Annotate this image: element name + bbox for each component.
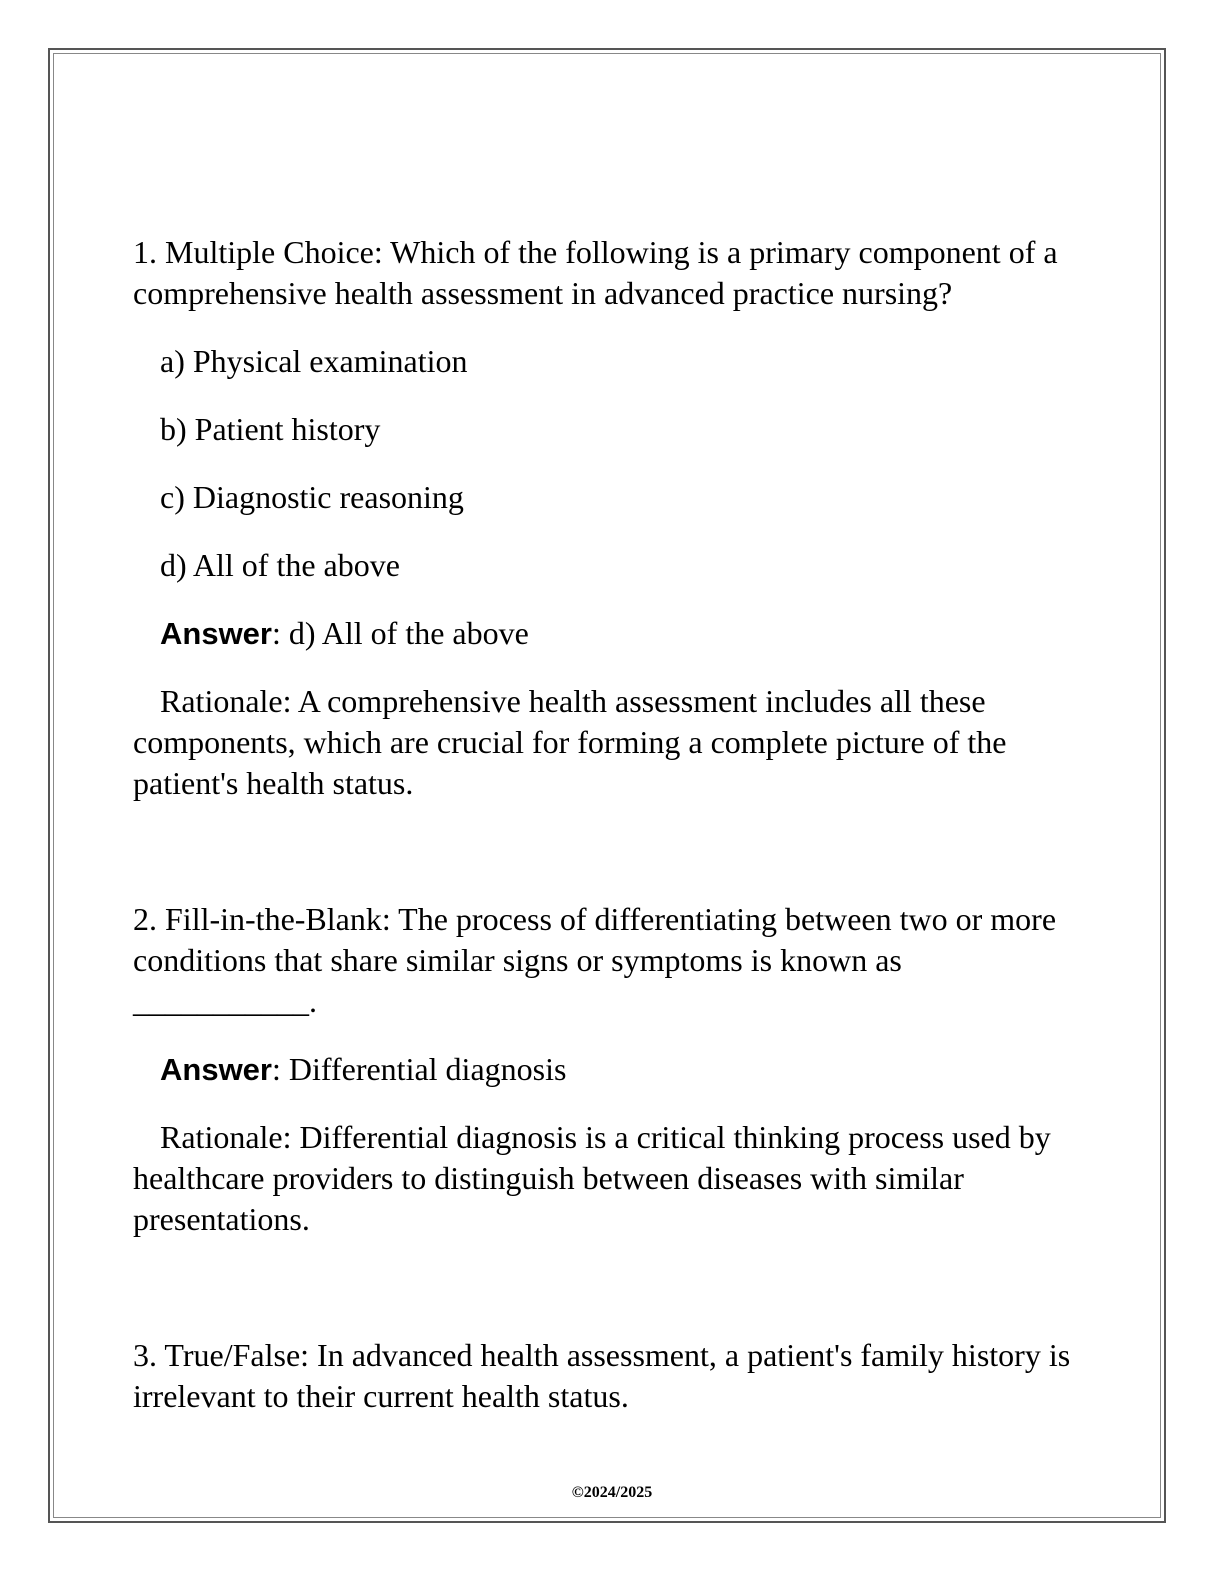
answer-label: Answer [160, 1052, 272, 1087]
option-c: c) Diagnostic reasoning [160, 479, 464, 515]
answer-text: : Differential diagnosis [271, 1051, 567, 1087]
rationale: Rationale: A comprehensive health assessment includes all these components, which are crucial for forming a complete picture of the patient's health status. [133, 683, 1007, 801]
answer [160, 1049, 1093, 1090]
question-prompt: 1. Multiple Choice: Which of the following is a primary component of a comprehensive health assessment in advanced practice nursing? [133, 234, 1058, 311]
answer-text: : d) All of the above [271, 615, 529, 651]
question-prompt: 2. Fill-in-the-Blank: The process of differentiating between two or more conditions that share similar signs or symptoms is known as ___________. [133, 901, 1057, 1019]
option-a: a) Physical examination [160, 343, 468, 379]
question-1 [133, 232, 1093, 804]
copyright-footer: ©2024/2025 [571, 1484, 653, 1501]
document-body [133, 232, 1093, 1417]
rationale: Rationale: Differential diagnosis is a critical thinking process used by healthcare providers to distinguish between diseases with similar presentations. [133, 1119, 1051, 1237]
question-2 [133, 899, 1093, 1240]
answer-label: Answer [160, 616, 272, 651]
question-prompt: 3. True/False: In advanced health assessment, a patient's family history is irrelevant to their current health status. [133, 1337, 1071, 1414]
question-3 [133, 1335, 1093, 1417]
option-b: b) Patient history [160, 411, 381, 447]
option-d: d) All of the above [160, 547, 400, 583]
answer [160, 613, 1093, 654]
